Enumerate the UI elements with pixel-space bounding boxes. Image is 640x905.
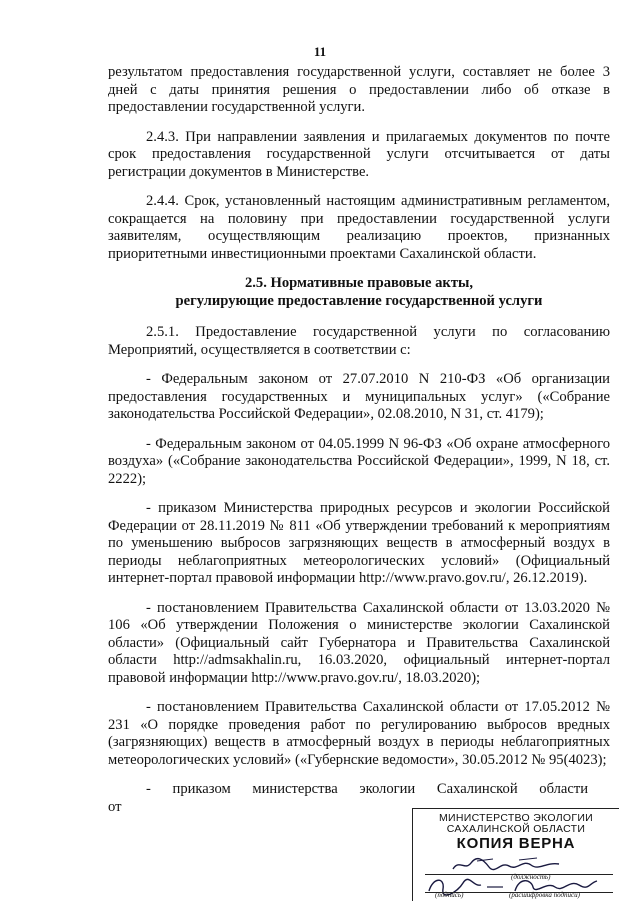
legal-act-item: - постановлением Правительства Сахалинской области от 17.05.2012 № 231 «О порядке проведения работ по регулированию выбросов вредных (загрязняющих) веществ в атмосферный воздух в периоды неблагоприятных метеорологических условий» («Губернские ведомости», 30.05.2012 № 95(4023); xyxy=(108,699,610,768)
stamp-certified-copy: КОПИЯ ВЕРНА xyxy=(456,835,576,852)
section-heading-line: 2.5. Нормативные правовые акты, xyxy=(244,275,474,291)
paragraph: 2.4.4. Срок, установленный настоящим административным регламентом, сокращается на половину при предоставлении государственной услуги заявителям, осуществляющим реализацию проектов, признанных приоритетными инвестиционными проектами Сахалинской области. xyxy=(108,193,610,262)
caption-position: (должность) xyxy=(511,873,551,881)
caption-signature: (подпись) xyxy=(435,891,464,899)
document-body xyxy=(108,64,610,828)
legal-act-item: - Федеральным законом от 27.07.2010 N 210-ФЗ «Об организации предоставления государственных и муниципальных услуг» («Собрание законодательства Российской Федерации», 02.08.2010, N 31, ст. 4179); xyxy=(108,371,610,422)
paragraph: 2.5.1. Предоставление государственной услуги по согласованию Мероприятий, осуществляется в соответствии с: xyxy=(108,324,610,358)
stamp-ministry-line: МИНИСТЕРСТВО ЭКОЛОГИИ xyxy=(438,812,594,824)
stamp-region-line: САХАЛИНСКОЙ ОБЛАСТИ xyxy=(446,823,586,835)
handwritten-position-signature xyxy=(449,853,569,875)
legal-act-item: - постановлением Правительства Сахалинской области от 13.03.2020 № 106 «Об утверждении Положения о министерстве экологии Сахалинской области» (Официальный сайт Губернатора и Правительства Сахалинской области http://admsakhalin.ru, 16.03.2020, официальный интернет-портал правовой информации http://www.pravo.gov.ru/, 18.03.2020); xyxy=(108,599,610,686)
section-heading-line: регулирующие предоставление государственной услуги xyxy=(175,292,543,309)
paragraph: 2.4.3. При направлении заявления и прилагаемых документов по почте срок предоставления государственной услуги отсчитывается от даты регистрации документов в Министерстве. xyxy=(108,128,610,180)
legal-act-item: - Федеральным законом от 04.05.1999 N 96-ФЗ «Об охране атмосферного воздуха» («Собрание законодательства Российской Федерации», 1999, N 18, ст. 2222); xyxy=(108,435,610,487)
paragraph: результатом предоставления государственной услуги, составляет не более 3 дней с даты принятия решения о предоставлении либо об отказе в предоставлении государственной услуги. xyxy=(108,64,610,115)
legal-act-item: - приказом министерства экологии Сахалинской области от xyxy=(108,781,589,815)
section-heading xyxy=(108,275,610,310)
page-number: 11 xyxy=(313,44,327,59)
legal-act-item: - приказом Министерства природных ресурсов и экологии Российской Федерации от 28.11.2019 № 811 «Об утверждении требований к мероприятиям по уменьшению выбросов загрязняющих веществ в атмосферный воздух в периоды неблагоприятных метеорологических условий» (Официальный интернет-портал правовой информации http://www.pravo.gov.ru/, 26.12.2019). xyxy=(108,500,610,586)
caption-name: (расшифровка подписи) xyxy=(509,891,580,899)
certification-stamp xyxy=(412,808,619,901)
